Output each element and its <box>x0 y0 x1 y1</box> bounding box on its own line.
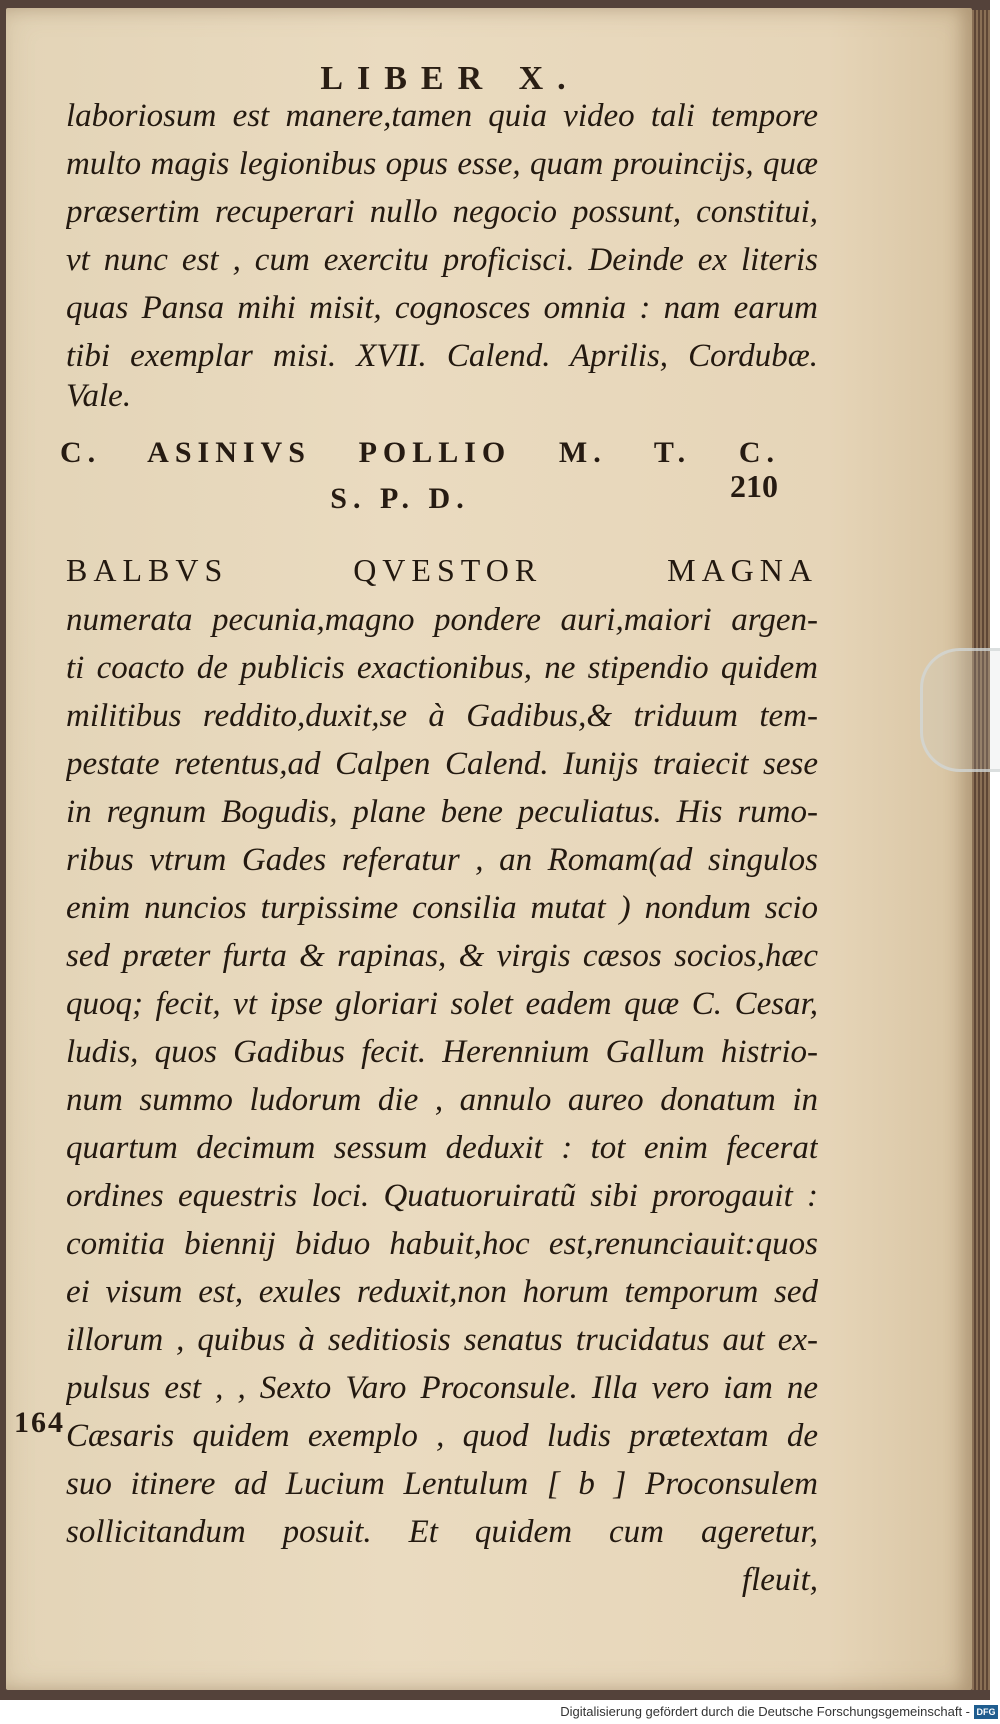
letter-number: 210 <box>730 468 778 504</box>
dfg-logo: DFG <box>974 1705 998 1719</box>
text-line: quartum decimum sessum deduxit : tot enim fecerat <box>66 1130 818 1166</box>
text-line: quas Pansa mihi misit, cognosces omnia : nam earum <box>66 290 818 326</box>
letter-heading-salutation: S. P. D. <box>330 482 470 515</box>
text-line: num summo ludorum die , annulo aureo donatum in <box>66 1082 818 1118</box>
text-line: comitia biennij biduo habuit,hoc est,renunciauit:quos <box>66 1226 818 1262</box>
text-line: ludis, quos Gadibus fecit. Herennium Gallum histrio- <box>66 1034 818 1070</box>
text-line: multo magis legionibus opus esse, quam prouincijs, quæ <box>66 146 818 182</box>
text-line: sed præter furta & rapinas, & virgis cæsos socios,hæc <box>66 938 818 974</box>
text-line: quoq; fecit, vt ipse gloriari solet eadem quæ C. Cesar, <box>66 986 818 1022</box>
running-head: LIBER X. <box>320 60 580 97</box>
text-line: ti coacto de publicis exactionibus, ne stipendio quidem <box>66 650 818 686</box>
text-line: militibus reddito,duxit,se à Gadibus,& triduum tem- <box>66 698 818 734</box>
footer-bar <box>0 1702 1000 1724</box>
letter-heading: C. ASINIVS POLLIO M. T. C. <box>60 436 780 469</box>
text-line: ei visum est, exules reduxit,non horum temporum sed <box>66 1274 818 1310</box>
text-line: ordines equestris loci. Quatuoruiratũ sibi prorogauit : <box>66 1178 818 1214</box>
folio-number: 164 <box>14 1406 65 1439</box>
text-line: pulsus est , , Sexto Varo Proconsule. Illa vero iam ne <box>66 1370 818 1406</box>
text-line: enim nuncios turpissime consilia mutat ) nondum scio <box>66 890 818 926</box>
text-line: suo itinere ad Lucium Lentulum [ b ] Proconsulem <box>66 1466 818 1502</box>
letter-opening: BALBVS QVESTOR MAGNA <box>66 552 818 588</box>
text-line: sollicitandum posuit. Et quidem cum ageretur, <box>66 1514 818 1550</box>
text-line: numerata pecunia,magno pondere auri,maiori argen- <box>66 602 818 638</box>
text-line: laboriosum est manere,tamen quia video tali tempore <box>66 98 818 134</box>
text-line: Cæsaris quidem exemplo , quod ludis prætextam de <box>66 1418 818 1454</box>
text-line: in regnum Bogudis, plane bene peculiatus. His rumo- <box>66 794 818 830</box>
text-line: pestate retentus,ad Calpen Calend. Iunijs traiecit sese <box>66 746 818 782</box>
text-line: Vale. <box>66 378 132 414</box>
text-line: ribus vtrum Gades referatur , an Romam(ad singulos <box>66 842 818 878</box>
footer-credit: Digitalisierung gefördert durch die Deutsche Forschungsgemeinschaft - <box>560 1704 970 1719</box>
text-line: præsertim recuperari nullo negocio possunt, constitui, <box>66 194 818 230</box>
page-clip <box>920 648 1000 772</box>
catchword: fleuit, <box>741 1562 818 1598</box>
text-line: vt nunc est , cum exercitu proficisci. Deinde ex literis <box>66 242 818 278</box>
text-line: illorum , quibus à seditiosis senatus trucidatus aut ex- <box>66 1322 818 1358</box>
page-edge <box>972 10 990 1690</box>
text-line: tibi exemplar misi. XVII. Calend. Aprilis, Cordubæ. <box>66 338 818 374</box>
